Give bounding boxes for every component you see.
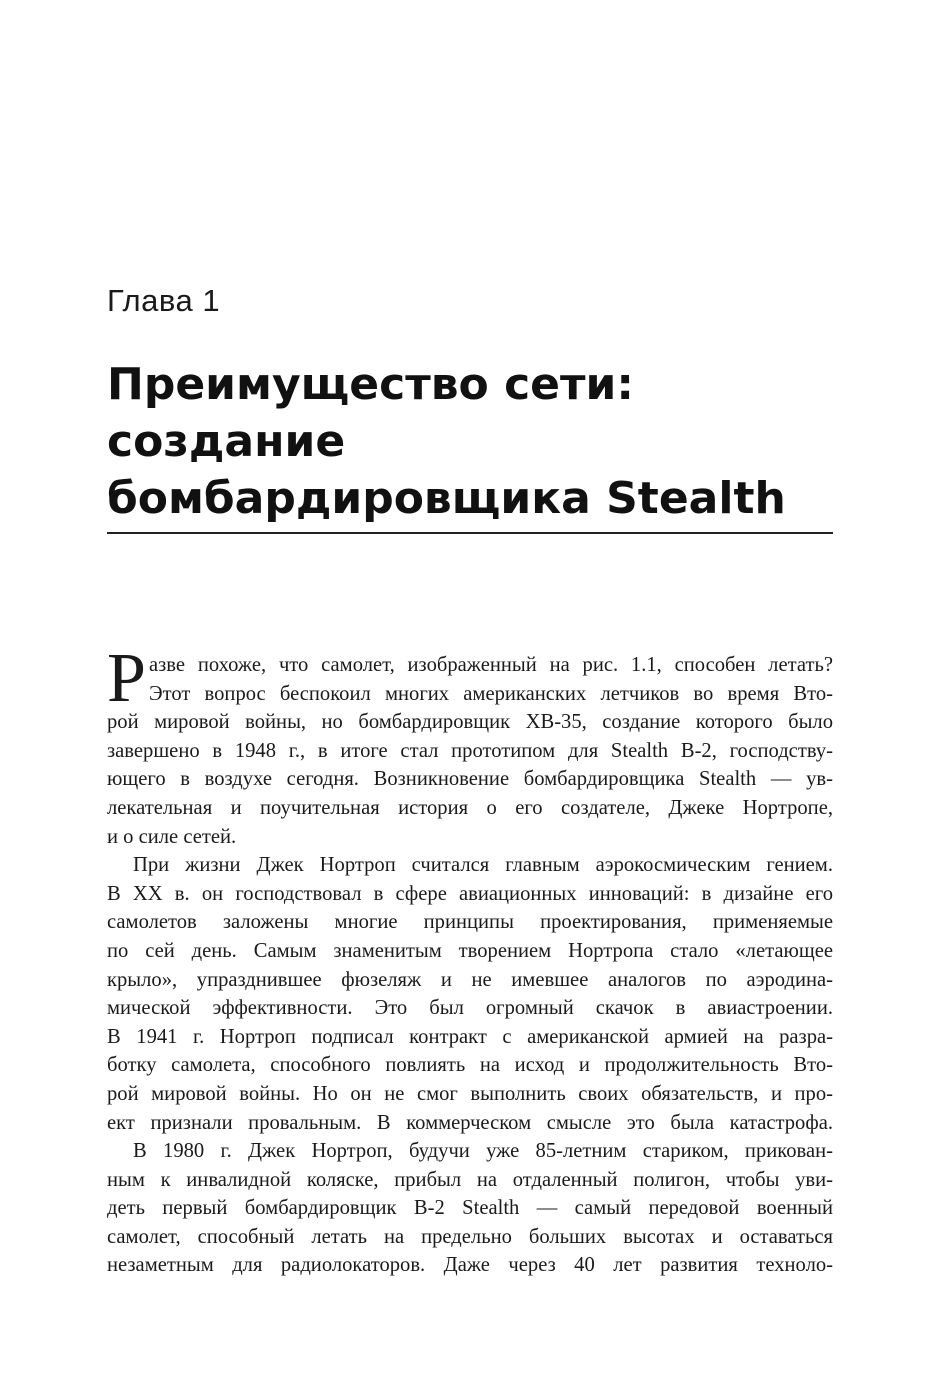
text-line: В 1941 г. Нортроп подписал контракт с американской армией на разра- <box>107 1025 833 1048</box>
text-line: рой мировой войны. Но он не смог выполнить своих обязательств, и про- <box>107 1082 833 1105</box>
text-line: мической эффективности. Это был огромный скачок в авиастроении. <box>107 997 833 1020</box>
text-line: При жизни Джек Нортроп считался главным аэрокосмическим гением. <box>133 854 833 877</box>
text-line: и о силе сетей. <box>107 825 237 848</box>
text-line: азве похоже, что самолет, изображенный на рис. 1.1, способен летать? <box>149 654 833 676</box>
body-text <box>107 640 833 1280</box>
text-line: ект признали провальным. В коммерческом смысле это была катастрофа. <box>107 1111 833 1134</box>
chapter-title-line: создание <box>107 416 346 467</box>
text-line: деть первый бомбардировщик B-2 Stealth — самый передовой военный <box>107 1197 833 1220</box>
text-line: самолетов заложены многие принципы проектирования, применяемые <box>107 911 833 934</box>
text-line: завершено в 1948 г., в итоге стал прототипом для Stealth B-2, господству- <box>107 739 833 762</box>
text-line: ным к инвалидной коляске, прибыл на отдаленный полигон, чтобы уви- <box>107 1168 833 1191</box>
text-line: Этот вопрос беспокоил многих американских летчиков во время Вто- <box>149 682 833 705</box>
text-line: рой мировой войны, но бомбардировщик XB-35, создание которого было <box>107 711 833 734</box>
text-line: ботку самолета, способного повлиять на исход и продолжительность Вто- <box>107 1054 833 1077</box>
text-line: крыло», упразднившее фюзеляж и не имевшее аналогов по аэродина- <box>107 968 833 991</box>
text-line: ющего в воздухе сегодня. Возникновение бомбардировщика Stealth — ув- <box>107 768 833 791</box>
chapter-label: Глава 1 <box>107 283 221 318</box>
title-rule <box>107 532 833 534</box>
drop-cap: Р <box>107 640 146 717</box>
text-line: В 1980 г. Джек Нортроп, будучи уже 85-летним стариком, прикован- <box>133 1140 833 1163</box>
chapter-title-line: бомбардировщика Stealth <box>107 473 786 524</box>
chapter-title <box>107 356 847 527</box>
text-line: лекательная и поучительная история о его создателе, Джеке Нортропе, <box>107 796 833 819</box>
text-line: самолет, способный летать на предельно больших высотах и оставаться <box>107 1225 833 1248</box>
text-line: незаметным для радиолокаторов. Даже через 40 лет развития техноло- <box>107 1254 833 1277</box>
text-line: В XX в. он господствовал в сфере авиационных инноваций: в дизайне его <box>107 882 833 905</box>
text-line: по сей день. Самым знаменитым творением Нортропа стало «летающее <box>107 939 833 962</box>
chapter-title-line: Преимущество сети: <box>107 359 634 410</box>
